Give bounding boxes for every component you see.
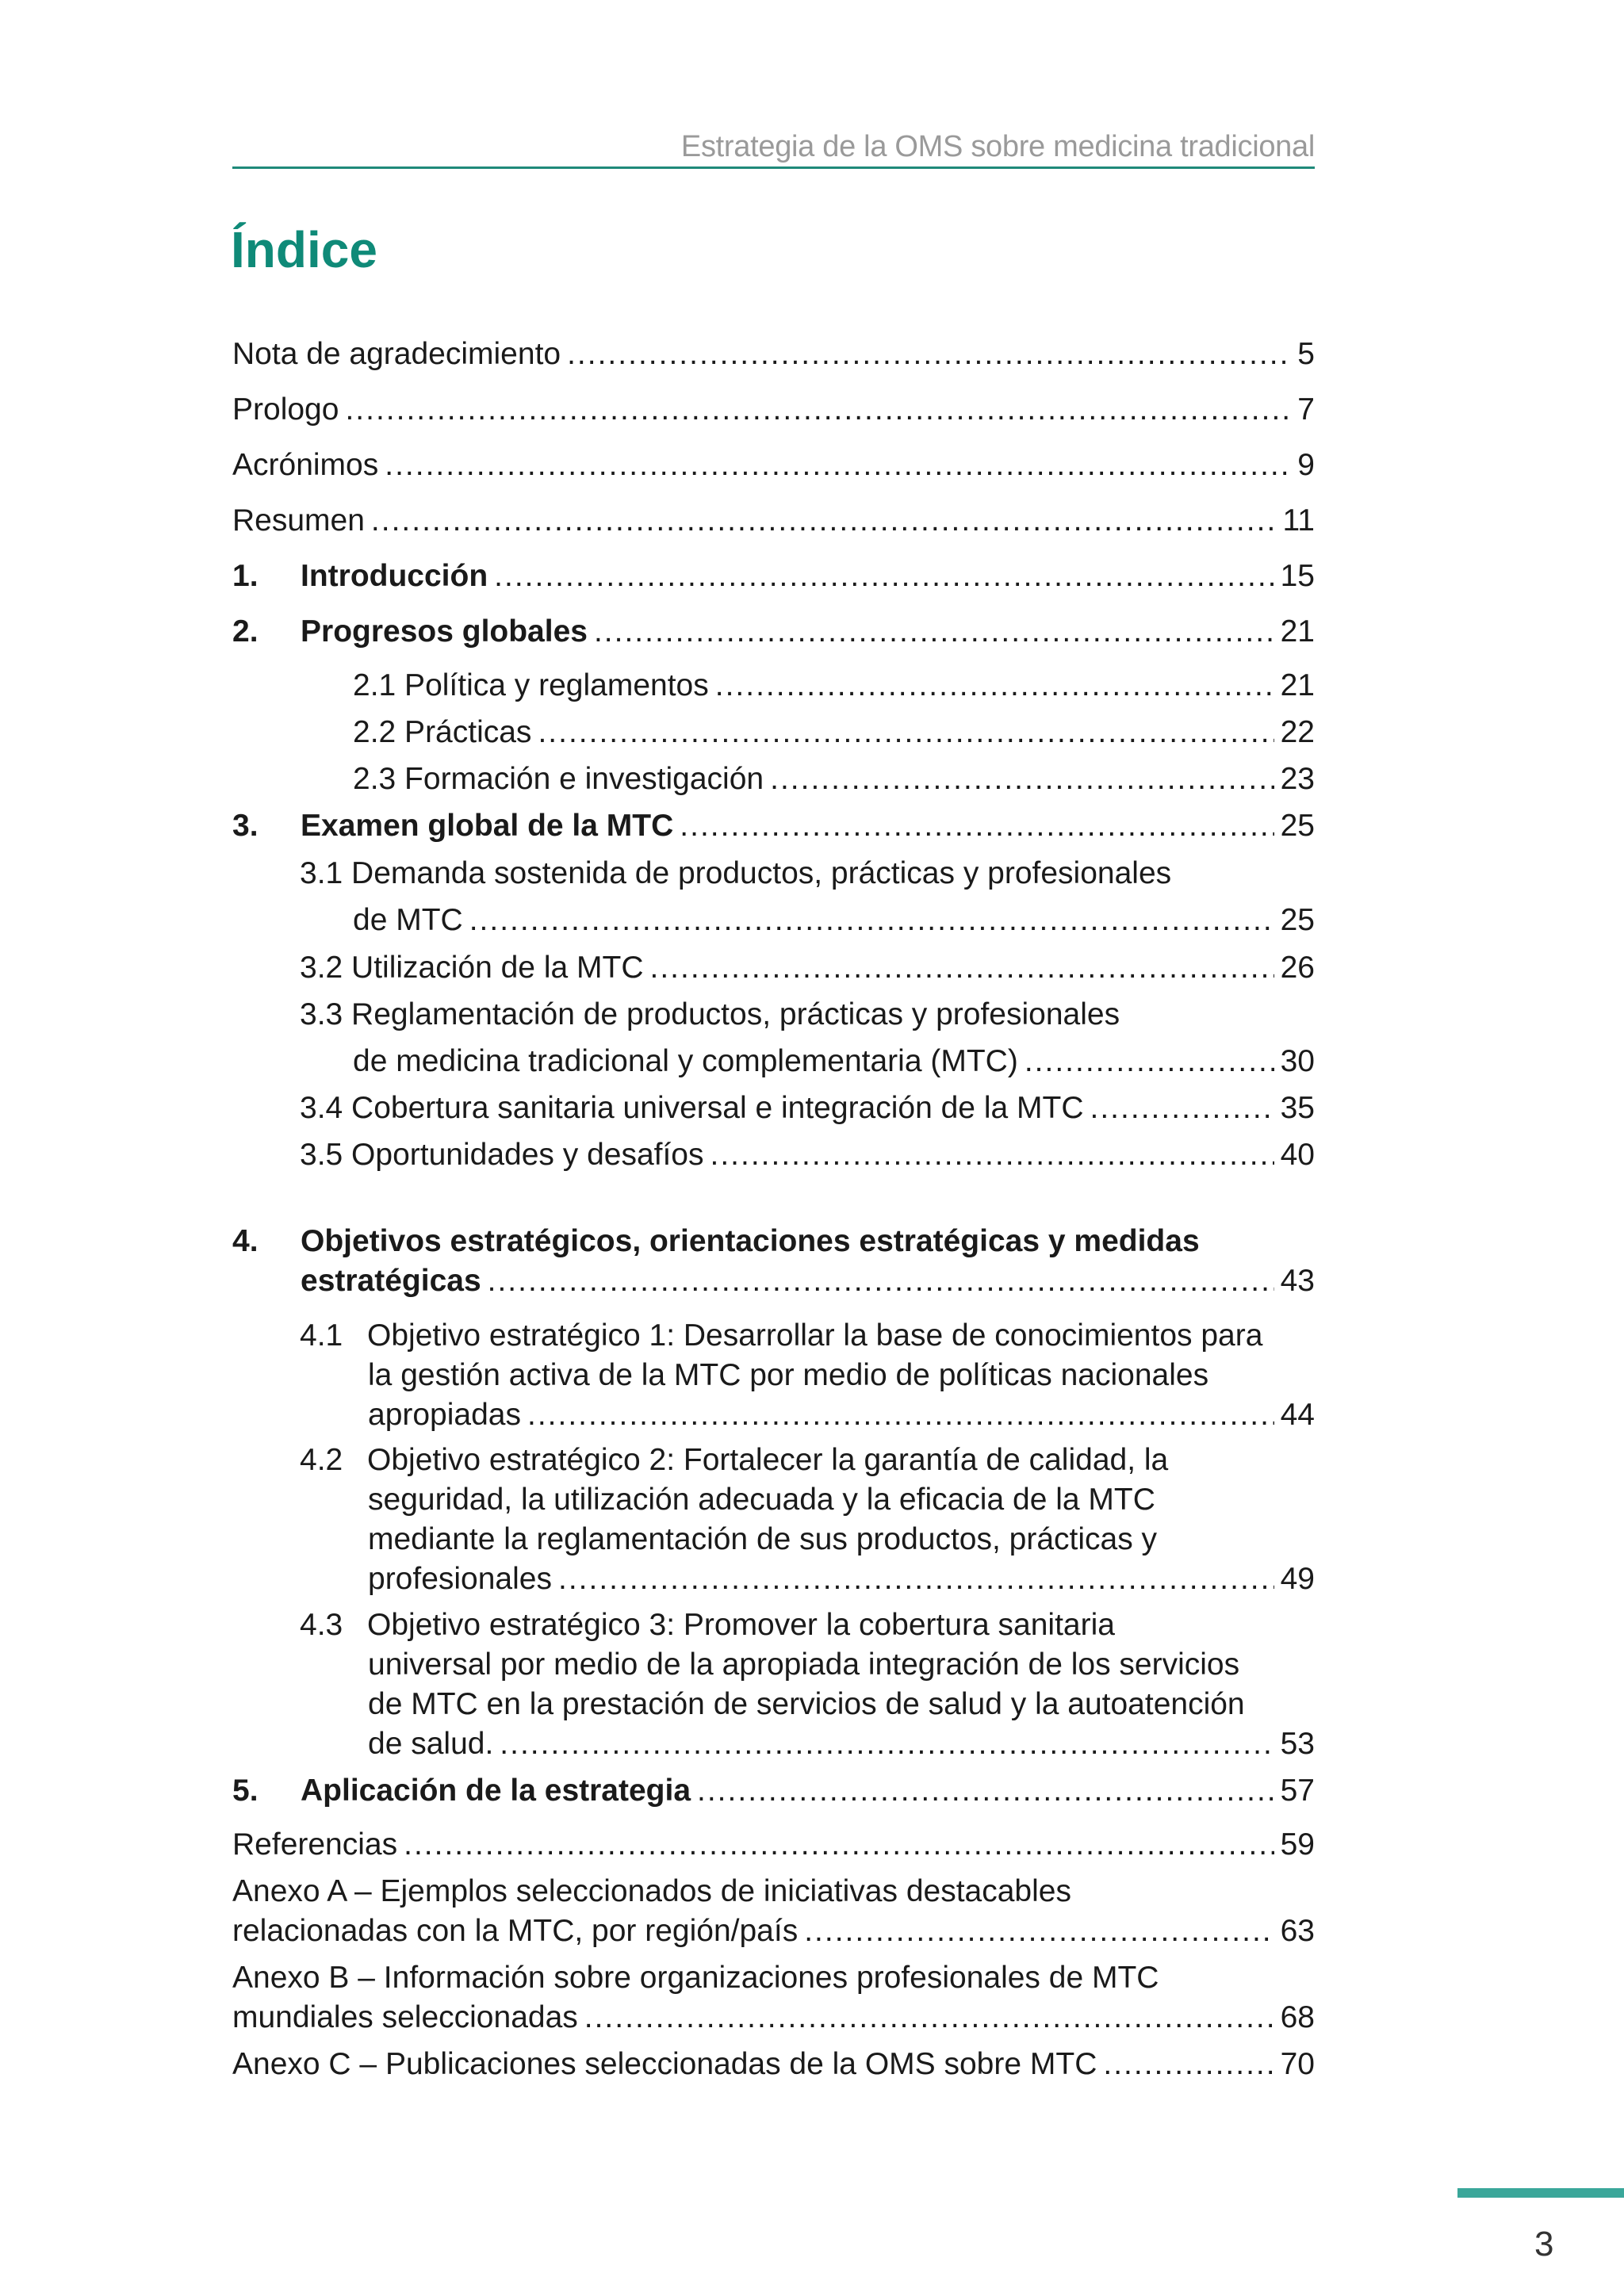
toc-entry-section-3-4[interactable]: 3.4 Cobertura sanitaria universal e integración de la MTC ..... 35: [232, 1089, 1315, 1128]
running-header: Estrategia de la OMS sobre medicina tradicional: [680, 130, 1315, 163]
toc-entry-section-2-1[interactable]: 2.1 Política y reglamentos ..... 21: [232, 666, 1315, 706]
toc-entry-section-1[interactable]: 1. Introducción ..... 15: [232, 557, 1315, 596]
toc-entry-section-5[interactable]: 5. Aplicación de la estrategia ..... 57: [232, 1771, 1315, 1811]
toc-entry-annex-a[interactable]: Anexo A – Ejemplos seleccionados de iniciativas destacables relacionadas con la MTC, por región/país ..... 63: [232, 1872, 1315, 1951]
toc-entry-section-4-2[interactable]: 4.2 Objetivo estratégico 2: Fortalecer la garantía de calidad, la seguridad, la utilización adecuada y la eficacia de la MTC mediante la reglamentación de sus productos, prácticas y profesionales ..... 49: [232, 1441, 1315, 1599]
toc-entry-section-2[interactable]: 2. Progresos globales ..... 21: [232, 612, 1315, 652]
toc-entry-section-3-2[interactable]: 3.2 Utilización de la MTC ..... 26: [232, 948, 1315, 988]
header-rule: [232, 166, 1315, 169]
toc-entry-section-3-5[interactable]: 3.5 Oportunidades y desafíos ..... 40: [232, 1135, 1315, 1175]
page-number: 3: [1534, 2225, 1554, 2263]
page-title: Índice: [231, 221, 377, 278]
toc-entry-section-3-1[interactable]: 3.1 Demanda sostenida de productos, prácticas y profesionales de MTC ..... 25: [232, 854, 1315, 940]
toc-entry-prologue[interactable]: Prologo ..... 7: [232, 390, 1315, 430]
toc-entry-acronyms[interactable]: Acrónimos ..... 9: [232, 446, 1315, 485]
footer-accent-bar: [1457, 2188, 1624, 2198]
toc-entry-annex-c[interactable]: Anexo C – Publicaciones seleccionadas de la OMS sobre MTC ..... 70: [232, 2045, 1315, 2084]
toc-entry-annex-b[interactable]: Anexo B – Información sobre organizaciones profesionales de MTC mundiales seleccionadas ..... 68: [232, 1958, 1315, 2038]
toc-entry-section-2-2[interactable]: 2.2 Prácticas ..... 22: [232, 713, 1315, 752]
toc-entry-summary[interactable]: Resumen ..... 11: [232, 501, 1315, 541]
toc-entry-section-2-3[interactable]: 2.3 Formación e investigación ..... 23: [232, 760, 1315, 799]
toc-entry-section-3[interactable]: 3. Examen global de la MTC ..... 25: [232, 806, 1315, 846]
toc-entry-section-3-3[interactable]: 3.3 Reglamentación de productos, prácticas y profesionales de medicina tradicional y complementaria (MTC) ..... 30: [232, 995, 1315, 1081]
toc-entry-section-4[interactable]: 4. Objetivos estratégicos, orientaciones estratégicas y medidas estratégicas ..... 43: [232, 1222, 1315, 1301]
toc-entry-acknowledgements[interactable]: Nota de agradecimiento ..... 5: [232, 335, 1315, 374]
toc-entry-section-4-3[interactable]: 4.3 Objetivo estratégico 3: Promover la cobertura sanitaria universal por medio de la apropiada integración de los servicios de MTC en la prestación de servicios de salud y la autoatención de salud. ..... 53: [232, 1605, 1315, 1764]
toc-entry-section-4-1[interactable]: 4.1 Objetivo estratégico 1: Desarrollar la base de conocimientos para la gestión activa de la MTC por medio de políticas nacionales apropiadas ..... 44: [232, 1316, 1315, 1435]
toc-entry-references[interactable]: Referencias ..... 59: [232, 1825, 1315, 1865]
